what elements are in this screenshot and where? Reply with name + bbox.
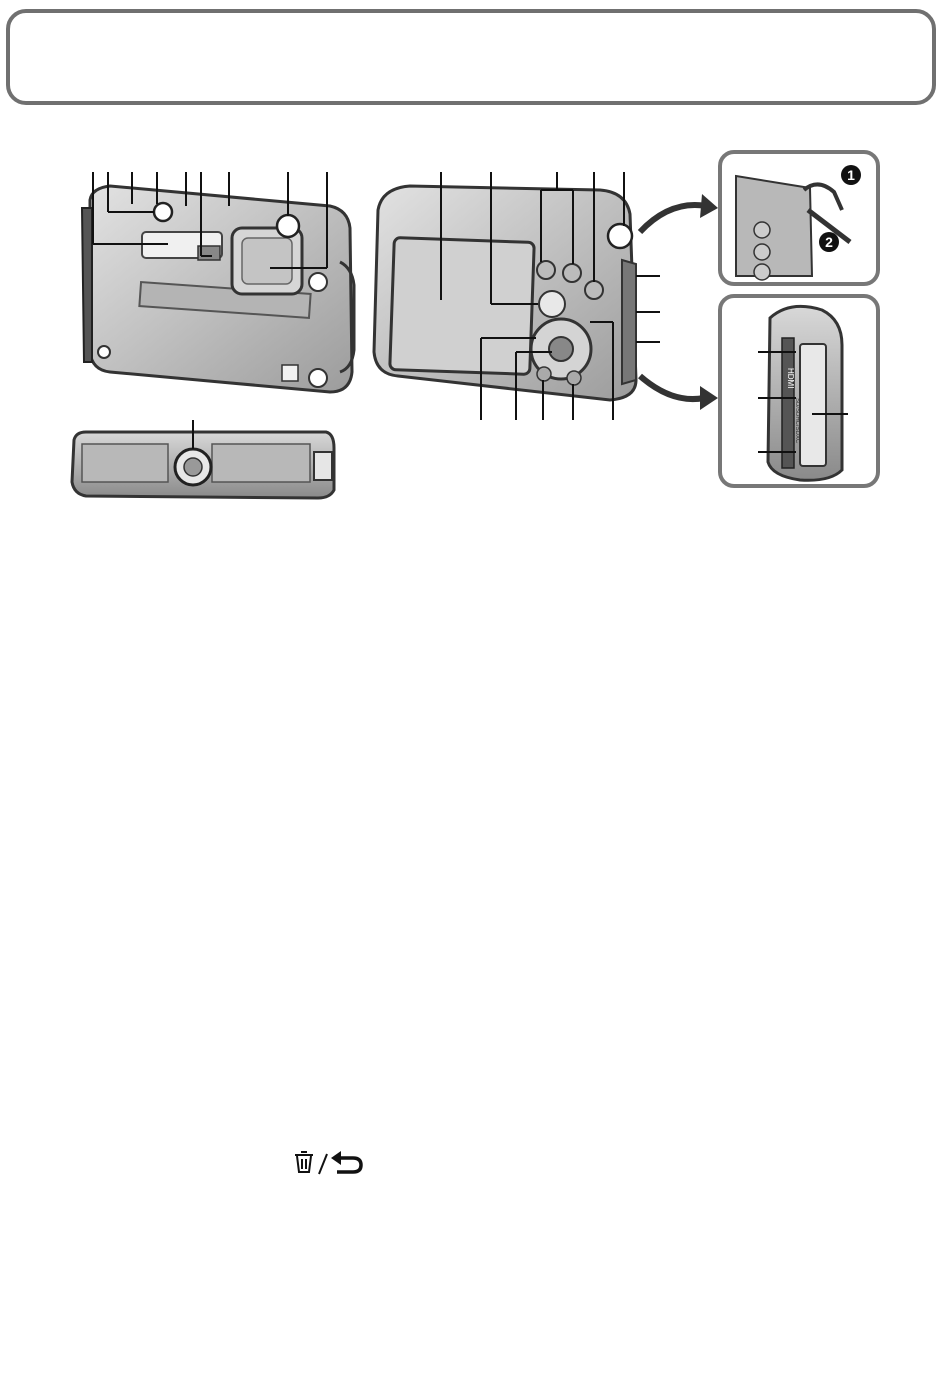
strap-eyelet-top	[309, 273, 327, 291]
camera-bottom-view	[72, 420, 334, 498]
back-strap-eyelet	[608, 224, 632, 248]
slash-icon	[319, 1154, 327, 1174]
playback-button	[585, 281, 603, 299]
zoom-button-left	[537, 261, 555, 279]
camera-back-view	[374, 172, 718, 420]
hdmi-label: HDMI	[786, 368, 795, 389]
delete-button	[567, 371, 581, 385]
zoom-button-right	[563, 264, 581, 282]
trash-icon	[295, 1152, 313, 1172]
card-slot-label: SD/SDHC/SDXC	[794, 398, 800, 444]
strap-eyelet-bottom	[309, 369, 327, 387]
page-title-box	[6, 9, 936, 105]
delete-return-icon	[293, 1148, 363, 1178]
menu-set-button	[549, 337, 573, 361]
camera-front-view	[82, 172, 354, 392]
return-arrow-icon	[331, 1151, 361, 1172]
card-battery-inset	[720, 296, 878, 486]
mic-circle	[154, 203, 172, 221]
step-2-label: 2	[825, 234, 833, 250]
battery-slot	[800, 344, 826, 466]
display-button	[537, 367, 551, 381]
lcd-monitor	[390, 238, 535, 375]
step-1-label: 1	[847, 167, 855, 183]
shutter-circle	[277, 215, 299, 237]
speaker-grille	[539, 291, 565, 317]
camera-parts-figure	[0, 140, 950, 520]
strap-inset	[720, 152, 878, 284]
